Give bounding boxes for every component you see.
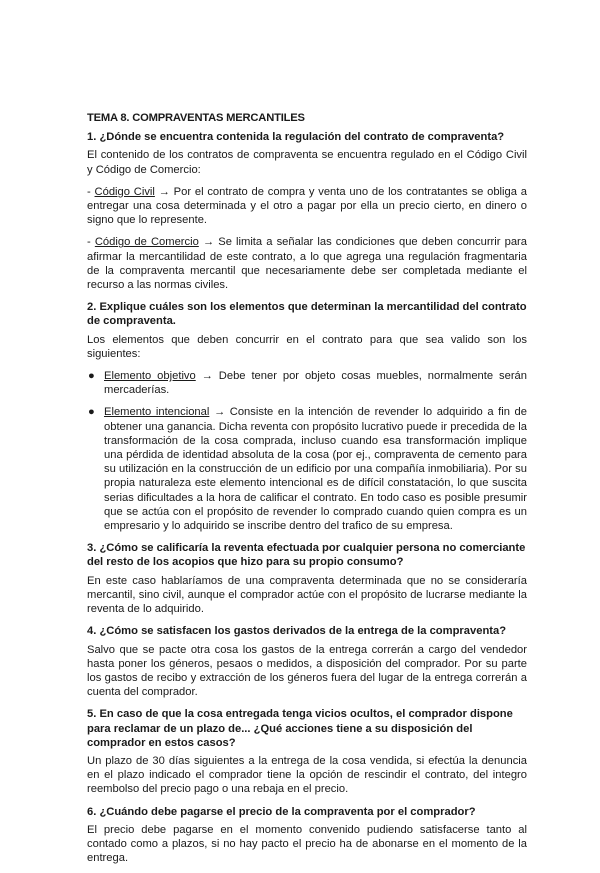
elements-list bbox=[87, 369, 527, 533]
answer-1-codigo-civil bbox=[87, 185, 527, 228]
answer-4: Salvo que se pacte otra cosa los gastos de la entrega correrán a cargo del vendedor hasta poner los géneros, pesaos o medidos, a disposición del comprador. Por su parte los gastos de recibo y extracción de los géneros fuera del lugar de la entrega correrán a cuenta del comprador. bbox=[87, 643, 527, 699]
answer-1-codigo-comercio bbox=[87, 235, 527, 292]
question-5: 5. En caso de que la cosa entregada tenga vicios ocultos, el comprador dispone para reclamar de un plazo de... ¿Qué acciones tiene a su disposición del comprador en estos casos? bbox=[87, 708, 513, 749]
question-2: 2. Explique cuáles son los elementos que determinan la mercantilidad del contrato de compraventa. bbox=[87, 301, 527, 328]
question-1: 1. ¿Dónde se encuentra contenida la regulación del contrato de compraventa? bbox=[87, 131, 505, 144]
codigo-civil-text: → Por el contrato de compra y venta uno de los contratantes se obliga a entregar una cosa determinada y el otro a pagar por ella un precio cierto, en dinero o signo que lo represente. bbox=[87, 185, 527, 227]
document-page bbox=[87, 111, 527, 873]
codigo-comercio-label: Código de Comercio bbox=[94, 236, 199, 249]
question-6: 6. ¿Cuándo debe pagarse el precio de la compraventa por el comprador? bbox=[87, 805, 476, 818]
bullet-icon: ● bbox=[88, 370, 95, 383]
elemento-intencional-text: → Consiste en la intención de revender lo adquirido a fin de obtener una ganancia. Dicha reventa con propósito lucrativo puede ir precedida de la transformación de la cosa comprada, incluso cuando esa transformación implique una pérdida de identidad absoluta de la cosa (por ej., compraventa de cemento para su utilización en la construcción de un edificio por una compañía inmobiliaria). Por su propia naturaleza este elemento intencional es de difícil constatación, lo que suscita serias dificultades a la hora de calificar el contrato. En todo caso es posible presumir que se actúa con el propósito de revender lo comprado cuando quien compra es un empresario y lo adquirido se inscribe dentro del trafico de su empresa. bbox=[104, 406, 527, 533]
bullet-icon: ● bbox=[88, 406, 95, 419]
answer-1-intro: El contenido de los contratos de compraventa se encuentra regulado en el Código Civil y Código de Comercio: bbox=[87, 149, 527, 176]
answer-2-intro: Los elementos que deben concurrir en el contrato para que sea valido son los siguientes: bbox=[87, 333, 527, 360]
dash: - bbox=[87, 236, 95, 249]
question-4: 4. ¿Cómo se satisfacen los gastos derivados de la entrega de la compraventa? bbox=[87, 625, 507, 638]
elemento-objetivo-text: → Debe tener por objeto cosas muebles, normalmente serán mercaderías. bbox=[104, 370, 528, 397]
codigo-civil-label: Código Civil bbox=[94, 185, 155, 198]
page-title: TEMA 8. COMPRAVENTAS MERCANTILES bbox=[87, 112, 305, 124]
codigo-comercio-text: → Se limita a señalar las condiciones que deben concurrir para afirmar la mercantilidad de este contrato, a lo que agrega una regulación fragmentaria de la compraventa mercantil que necesariamente debe ser completada mediante el recurso a las normas civiles. bbox=[87, 236, 527, 292]
answer-6: El precio debe pagarse en el momento convenido pudiendo satisfacerse tanto al contado como a plazos, si no hay pacto el precio ha de abonarse en el momento de la entrega. bbox=[87, 823, 527, 865]
elemento-intencional-label: Elemento intencional bbox=[104, 406, 210, 419]
list-item bbox=[87, 369, 527, 397]
list-item bbox=[87, 405, 527, 533]
answer-3: En este caso hablaríamos de una compraventa determinada que no se consideraría mercantil, sino civil, aunque el comprador actúe con el propósito de lucrarse mediante la reventa de lo adquirido. bbox=[87, 574, 527, 616]
elemento-objetivo-label: Elemento objetivo bbox=[104, 370, 196, 383]
question-3: 3. ¿Cómo se calificaría la reventa efectuada por cualquier persona no comerciante del resto de los acopios que hizo para su propio consumo? bbox=[87, 542, 526, 569]
dash: - bbox=[87, 185, 95, 198]
answer-5: Un plazo de 30 días siguientes a la entrega de la cosa vendida, si efectúa la denuncia en el plazo indicado el comprador tiene la opción de rescindir el contrato, del integro reembolso del precio pago o una rebaja en el precio. bbox=[87, 754, 527, 796]
